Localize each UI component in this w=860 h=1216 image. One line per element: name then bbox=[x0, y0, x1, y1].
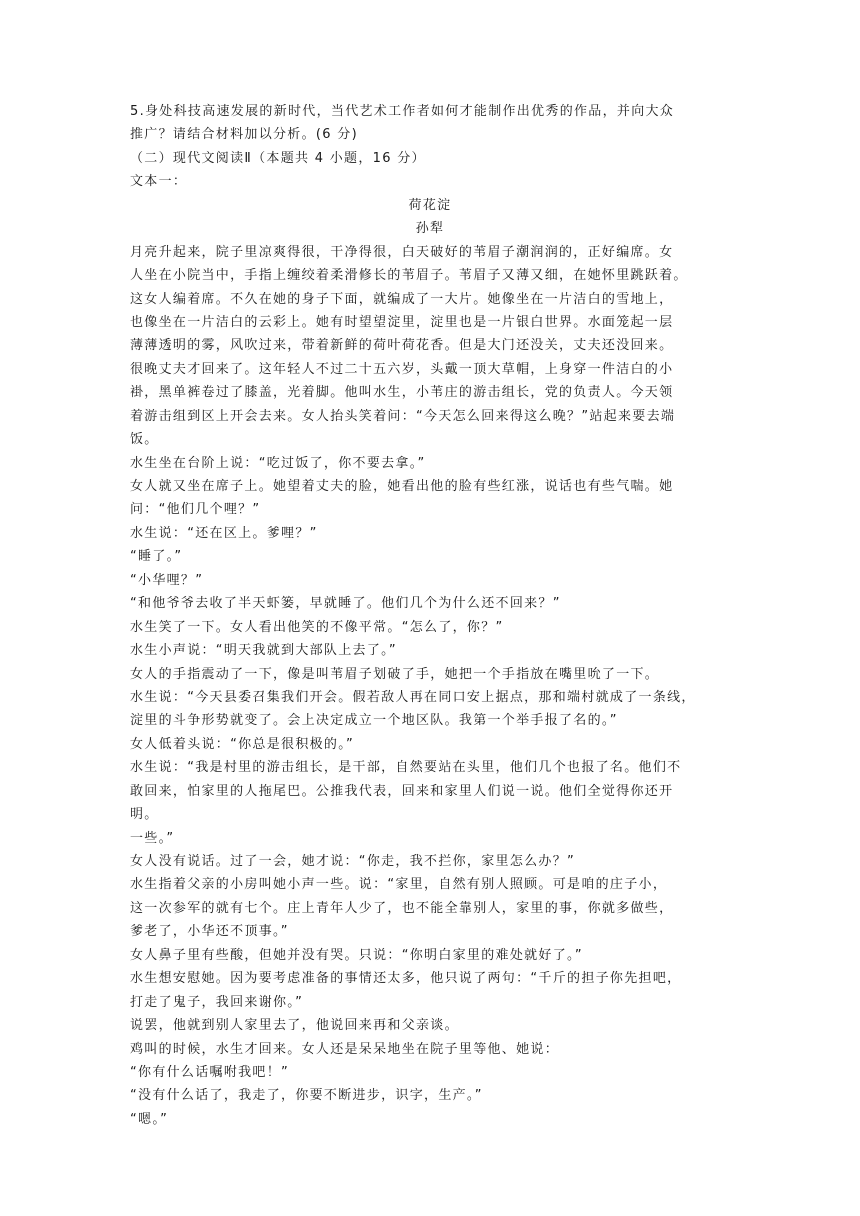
section-heading: （二）现代文阅读Ⅱ（本题共 4 小题，16 分） bbox=[130, 150, 426, 166]
body-line: 水生说：“我是村里的游击组长，是干部，自然要站在头里，他们几个也报了名。他们不 bbox=[130, 760, 682, 776]
body-line: 水生坐在台阶上说：“吃过饭了，你不要去拿。” bbox=[130, 455, 426, 471]
body-line: 着游击组到区上开会去来。女人抬头笑着问：“今天怎么回来得这么晚？”站起来要去端 bbox=[130, 408, 676, 424]
body-line: 爹老了，小华还不顶事。” bbox=[130, 924, 289, 940]
body-line: 女人就又坐在席子上。她望着丈夫的脸，她看出他的脸有些红涨，说话也有些气喘。她 bbox=[130, 479, 674, 494]
body-line: “嗯。” bbox=[130, 1111, 169, 1127]
body-line: 敢回来，怕家里的人拖尾巴。公推我代表，回来和家里人们说一说。他们全觉得你还开 bbox=[130, 783, 674, 799]
body-line: 一些。” bbox=[130, 830, 175, 846]
body-line: 打走了鬼子，我回来谢你。” bbox=[130, 994, 304, 1010]
body-line: “你有什么话嘱咐我吧！” bbox=[130, 1064, 290, 1080]
question-5-line-1: 5.身处科技高速发展的新时代，当代艺术工作者如何才能制作出优秀的作品，并向大众 bbox=[130, 104, 675, 119]
body-line: 薄薄透明的雾，风吹过来，带着新鲜的荷叶荷花香。但是大门还没关，丈夫还没回来。 bbox=[130, 338, 674, 354]
body-line: 饭。 bbox=[130, 432, 159, 448]
body-line: 问：“他们几个哩？” bbox=[130, 502, 261, 518]
body-line: 水生说：“还在区上。爹哩？” bbox=[130, 525, 318, 541]
body-line: 女人低着头说：“你总是很积极的。” bbox=[130, 736, 355, 752]
body-line: 很晚丈夫才回来了。这年轻人不过二十五六岁，头戴一顶大草帽，上身穿一件洁白的小 bbox=[130, 361, 674, 377]
body-line: 水生小声说：“明天我就到大部队上去了。” bbox=[130, 643, 397, 659]
body-line: 褂，黑单裤卷过了膝盖，光着脚。他叫水生，小苇庄的游击组长，党的负责人。今天领 bbox=[130, 385, 674, 401]
text-label: 文本一： bbox=[130, 174, 188, 190]
body-line: 这一次参军的就有七个。庄上青年人少了，也不能全靠别人，家里的事，你就多做些， bbox=[130, 900, 674, 916]
body-line: 女人的手指震动了一下，像是叫苇眉子划破了手，她把一个手指放在嘴里吮了一下。 bbox=[130, 666, 660, 682]
body-line: 淀里的斗争形势就变了。会上决定成立一个地区队。我第一个举手报了名的。” bbox=[130, 713, 618, 729]
body-line: 月亮升起来，院子里凉爽得很，干净得很，白天破好的苇眉子潮润润的，正好编席。女 bbox=[130, 244, 674, 260]
body-line: 鸡叫的时候，水生才回来。女人还是呆呆地坐在院子里等他、她说： bbox=[130, 1041, 560, 1057]
body-line: “没有什么话了，我走了，你要不断进步，识字，生产。” bbox=[130, 1088, 483, 1104]
body-line: 水生笑了一下。女人看出他笑的不像平常。“怎么了，你？” bbox=[130, 619, 504, 635]
body-line: “小华哩？” bbox=[130, 572, 204, 588]
document-content bbox=[130, 100, 730, 1131]
body-line: 明。 bbox=[130, 807, 159, 823]
body-line: 说罢，他就到别人家里去了，他说回来再和父亲谈。 bbox=[130, 1018, 459, 1034]
body-line: 女人没有说话。过了一会，她才说：“你走，我不拦你，家里怎么办？” bbox=[130, 854, 576, 869]
body-line: 水生说：“今天县委召集我们开会。假若敌人再在同口安上据点，那和端村就成了一条线， bbox=[130, 689, 696, 705]
body-line: “和他爷爷去收了半天虾篓，早就睡了。他们几个为什么还不回来？” bbox=[130, 596, 561, 612]
article-author: 孙犁 bbox=[415, 221, 445, 237]
body-line: “睡了。” bbox=[130, 549, 183, 565]
body-line: 水生想安慰她。因为要考虑准备的事情还太多，他只说了两句：“千斤的担子你先担吧， bbox=[130, 971, 682, 987]
body-line: 这女人编着席。不久在她的身子下面，就编成了一大片。她像坐在一片洁白的雪地上， bbox=[130, 291, 674, 307]
body-line: 也像坐在一片洁白的云彩上。她有时望望淀里，淀里也是一片银白世界。水面笼起一层 bbox=[130, 314, 674, 330]
body-line: 人坐在小院当中，手指上缠绞着柔滑修长的苇眉子。苇眉子又薄又细，在她怀里跳跃着。 bbox=[130, 268, 688, 284]
question-5-line-2: 推广？请结合材料加以分析。(6 分) bbox=[130, 127, 358, 143]
body-line: 水生指着父亲的小房叫她小声一些。说：“家里，自然有别人照顾。可是咱的庄子小， bbox=[130, 877, 668, 893]
body-line: 女人鼻子里有些酸，但她并没有哭。只说：“你明白家里的难处就好了。” bbox=[130, 947, 583, 963]
article-body bbox=[130, 241, 730, 1132]
article-title: 荷花淀 bbox=[408, 197, 452, 213]
